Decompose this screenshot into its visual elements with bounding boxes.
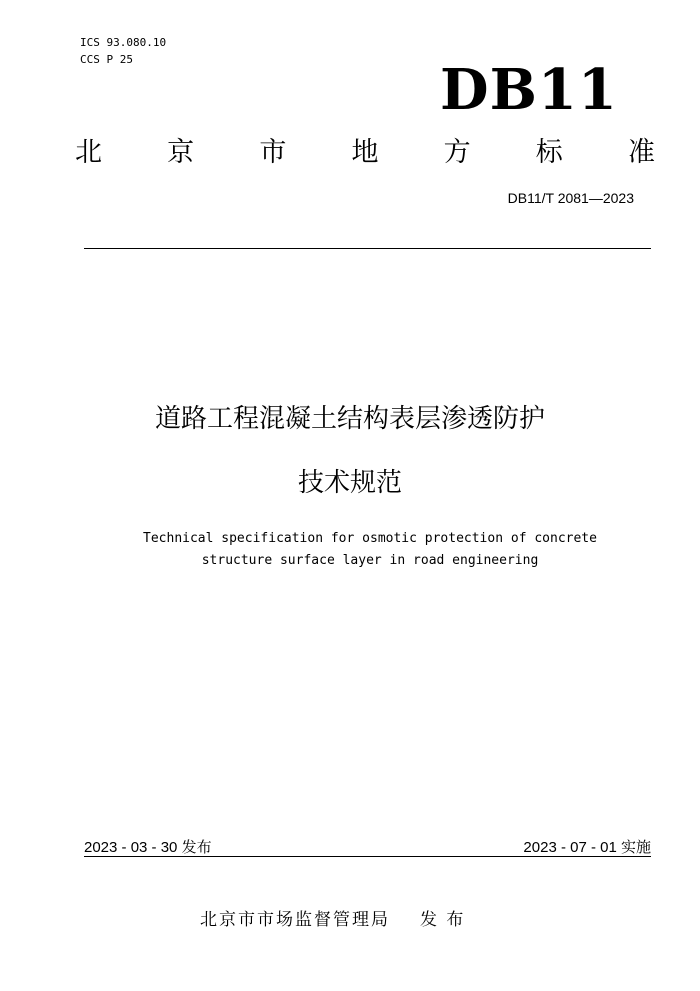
ccs-code: CCS P 25	[80, 53, 133, 66]
standard-kind-char: 京	[167, 137, 195, 168]
ics-code: ICS 93.080.10	[80, 36, 167, 49]
db-code-logo: DB11	[440, 57, 618, 123]
standard-kind-char: 方	[443, 137, 471, 168]
title-line-2: 技术规范	[297, 468, 402, 498]
english-title-line-2: structure surface layer in road engineering	[201, 553, 539, 568]
implementation-date: 2023 - 07 - 01 实施	[523, 839, 651, 856]
top-divider	[84, 248, 651, 249]
issue-date: 2023 - 03 - 30 发布	[84, 839, 212, 856]
publisher-name: 北京市市场监督管理局	[200, 910, 390, 930]
publish-word: 发 布	[420, 910, 466, 930]
english-title-line-1: Technical specification for osmotic protection of concrete	[143, 531, 597, 546]
standard-kind-char: 准	[627, 137, 655, 168]
classification-codes	[80, 34, 166, 68]
publisher-line	[200, 905, 465, 930]
standard-kind-char: 标	[535, 137, 563, 168]
standard-kind	[75, 136, 655, 170]
standard-kind-char: 地	[351, 137, 379, 168]
standard-number: DB11/T 2081—2023	[507, 190, 634, 206]
standard-kind-char: 北	[75, 137, 102, 168]
standard-kind-char: 市	[259, 137, 287, 168]
bottom-divider	[84, 856, 651, 857]
english-title	[0, 528, 700, 572]
title-line-1: 道路工程混凝土结构表层渗透防护	[154, 404, 545, 434]
